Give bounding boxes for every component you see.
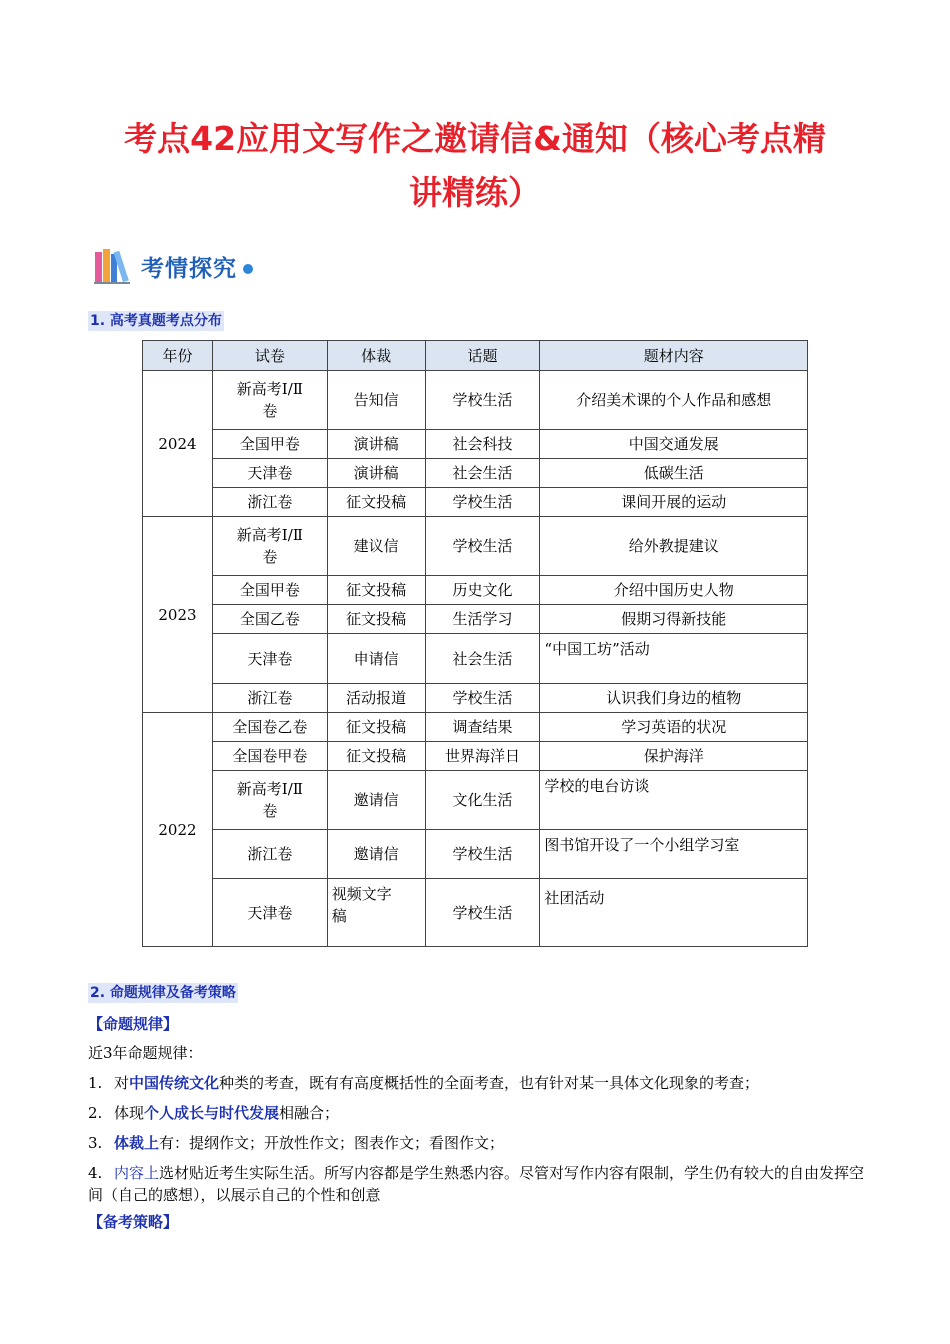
section-heading-distribution: 1. 高考真题考点分布 xyxy=(90,313,222,329)
section-heading-strategy: 2. 命题规律及备考策略 xyxy=(90,985,236,1001)
topic-cell: 文化生活 xyxy=(425,771,540,830)
content-cell: 学校的电台访谈 xyxy=(540,771,808,830)
table-header-row xyxy=(143,341,808,371)
table-row xyxy=(143,371,808,430)
topic-cell: 社会科技 xyxy=(425,430,540,459)
content-cell: 图书馆开设了一个小组学习室 xyxy=(540,830,808,879)
genre-cell: 邀请信 xyxy=(327,830,425,879)
title-line-1: 考点42应用文写作之邀请信&通知（核心考点精 xyxy=(124,119,826,158)
header-topic: 话题 xyxy=(425,341,540,371)
content-cell: 学习英语的状况 xyxy=(540,713,808,742)
content-cell: 低碳生活 xyxy=(540,459,808,488)
table-row xyxy=(143,605,808,634)
header-content: 题材内容 xyxy=(540,341,808,371)
genre-cell: 活动报道 xyxy=(327,684,425,713)
paper-cell: 浙江卷 xyxy=(212,684,327,713)
genre-cell: 邀请信 xyxy=(327,771,425,830)
genre-cell: 征文投稿 xyxy=(327,488,425,517)
page-title xyxy=(60,112,890,220)
rule-item-2: 2. 体现个人成长与时代发展相融合； xyxy=(88,1104,340,1122)
banner-label: 考情探究 xyxy=(141,255,237,282)
paper-cell: 浙江卷 xyxy=(212,488,327,517)
table-row xyxy=(143,830,808,879)
content-cell: “中国工坊”活动 xyxy=(540,634,808,684)
topic-cell: 世界海洋日 xyxy=(425,742,540,771)
section-banner xyxy=(93,246,253,286)
paper-cell: 天津卷 xyxy=(212,459,327,488)
content-cell: 假期习得新技能 xyxy=(540,605,808,634)
paper-cell: 新高考Ⅰ/Ⅱ 卷 xyxy=(212,517,327,576)
table-row xyxy=(143,771,808,830)
paper-cell: 浙江卷 xyxy=(212,830,327,879)
table-row xyxy=(143,576,808,605)
topic-cell: 学校生活 xyxy=(425,517,540,576)
topic-cell: 学校生活 xyxy=(425,488,540,517)
content-cell: 介绍中国历史人物 xyxy=(540,576,808,605)
paper-cell: 全国甲卷 xyxy=(212,430,327,459)
content-cell: 课间开展的运动 xyxy=(540,488,808,517)
content-cell: 介绍美术课的个人作品和感想 xyxy=(540,371,808,430)
year-cell: 2024 xyxy=(143,371,213,517)
content-cell: 保护海洋 xyxy=(540,742,808,771)
genre-cell: 征文投稿 xyxy=(327,576,425,605)
rule-item-3: 3. 体裁上有：提纲作文；开放性作文；图表作文；看图作文； xyxy=(88,1134,505,1152)
strategy-label: 【备考策略】 xyxy=(88,1213,179,1231)
table-row xyxy=(143,517,808,576)
genre-cell: 征文投稿 xyxy=(327,605,425,634)
topic-cell: 社会生活 xyxy=(425,459,540,488)
title-line-2: 讲精练） xyxy=(409,173,541,212)
table-row xyxy=(143,430,808,459)
header-genre: 体裁 xyxy=(327,341,425,371)
genre-cell: 告知信 xyxy=(327,371,425,430)
table-row xyxy=(143,713,808,742)
dot-icon xyxy=(243,264,253,274)
rules-label: 【命题规律】 xyxy=(88,1015,179,1033)
content-cell: 社团活动 xyxy=(540,879,808,947)
paper-cell: 全国卷乙卷 xyxy=(212,713,327,742)
exam-distribution-table xyxy=(142,340,808,947)
topic-cell: 学校生活 xyxy=(425,371,540,430)
rule-item-1: 1. 对中国传统文化种类的考查，既有有高度概括性的全面考查，也有针对某一具体文化现象的考查； xyxy=(88,1074,760,1092)
paper-cell: 天津卷 xyxy=(212,634,327,684)
topic-cell: 学校生活 xyxy=(425,684,540,713)
paper-cell: 天津卷 xyxy=(212,879,327,947)
topic-cell: 调查结果 xyxy=(425,713,540,742)
rules-intro: 近3年命题规律： xyxy=(88,1044,203,1062)
content-cell: 给外教提建议 xyxy=(540,517,808,576)
topic-cell: 生活学习 xyxy=(425,605,540,634)
table-row xyxy=(143,684,808,713)
genre-cell: 演讲稿 xyxy=(327,459,425,488)
rule-item-4: 4. 内容上选材贴近考生实际生活。所写内容都是学生熟悉内容。尽管对写作内容有限制，学生仍有较大的自由发挥空间（自己的感想），以展示自己的个性和创意 xyxy=(88,1164,865,1204)
year-cell: 2022 xyxy=(143,713,213,947)
topic-cell: 学校生活 xyxy=(425,830,540,879)
genre-cell: 征文投稿 xyxy=(327,742,425,771)
content-cell: 中国交通发展 xyxy=(540,430,808,459)
topic-cell: 社会生活 xyxy=(425,634,540,684)
content-cell: 认识我们身边的植物 xyxy=(540,684,808,713)
genre-cell: 建议信 xyxy=(327,517,425,576)
genre-cell: 视频文字 稿 xyxy=(327,879,425,947)
paper-cell: 全国卷甲卷 xyxy=(212,742,327,771)
genre-cell: 申请信 xyxy=(327,634,425,684)
topic-cell: 历史文化 xyxy=(425,576,540,605)
genre-cell: 征文投稿 xyxy=(327,713,425,742)
topic-cell: 学校生活 xyxy=(425,879,540,947)
paper-cell: 全国乙卷 xyxy=(212,605,327,634)
genre-cell: 演讲稿 xyxy=(327,430,425,459)
paper-cell: 全国甲卷 xyxy=(212,576,327,605)
table-row xyxy=(143,459,808,488)
header-paper: 试卷 xyxy=(212,341,327,371)
header-year: 年份 xyxy=(143,341,213,371)
books-icon xyxy=(93,246,137,286)
table-row xyxy=(143,634,808,684)
table-row xyxy=(143,879,808,947)
table-row xyxy=(143,488,808,517)
year-cell: 2023 xyxy=(143,517,213,713)
table-row xyxy=(143,742,808,771)
paper-cell: 新高考Ⅰ/Ⅱ 卷 xyxy=(212,771,327,830)
paper-cell: 新高考Ⅰ/Ⅱ 卷 xyxy=(212,371,327,430)
